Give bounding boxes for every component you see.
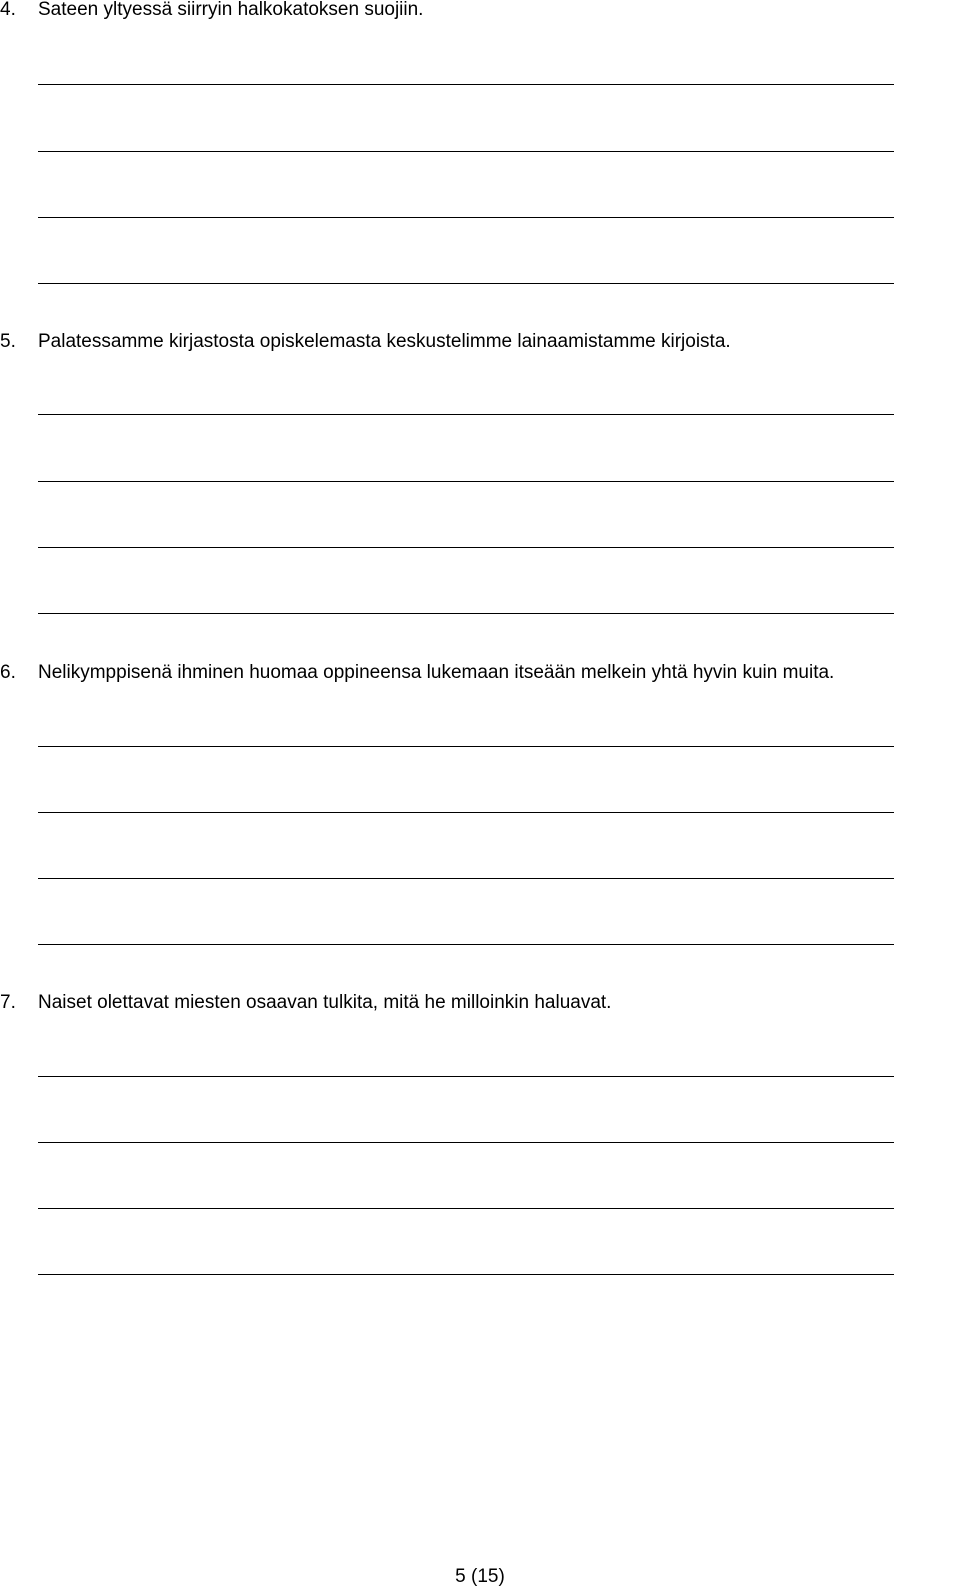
answer-line[interactable] — [38, 217, 894, 218]
exercise-sentence: Naiset olettavat miesten osaavan tulkita, mitä he milloinkin haluavat. — [38, 992, 612, 1013]
answer-line[interactable] — [38, 746, 894, 747]
answer-line[interactable] — [38, 84, 894, 85]
exercise-number: 6. — [0, 662, 16, 683]
answer-line[interactable] — [38, 547, 894, 548]
answer-line[interactable] — [38, 1142, 894, 1143]
exercise-sentence: Nelikymppisenä ihminen huomaa oppineensa lukemaan itseään melkein yhtä hyvin kuin muita. — [38, 662, 835, 683]
answer-line[interactable] — [38, 1274, 894, 1275]
answer-line[interactable] — [38, 283, 894, 284]
exercise-sentence: Palatessamme kirjastosta opiskelemasta keskustelimme lainaamistamme kirjoista. — [38, 331, 731, 352]
answer-line[interactable] — [38, 1076, 894, 1077]
answer-line[interactable] — [38, 812, 894, 813]
answer-line[interactable] — [38, 151, 894, 152]
answer-line[interactable] — [38, 414, 894, 415]
answer-line[interactable] — [38, 1208, 894, 1209]
answer-line[interactable] — [38, 944, 894, 945]
exercise-sentence: Sateen yltyessä siirryin halkokatoksen suojiin. — [38, 0, 424, 20]
exercise-number: 4. — [0, 0, 16, 20]
answer-line[interactable] — [38, 481, 894, 482]
page-number: 5 (15) — [455, 1566, 505, 1587]
exercise-number: 5. — [0, 331, 16, 352]
answer-line[interactable] — [38, 878, 894, 879]
answer-line[interactable] — [38, 613, 894, 614]
exercise-number: 7. — [0, 992, 16, 1013]
